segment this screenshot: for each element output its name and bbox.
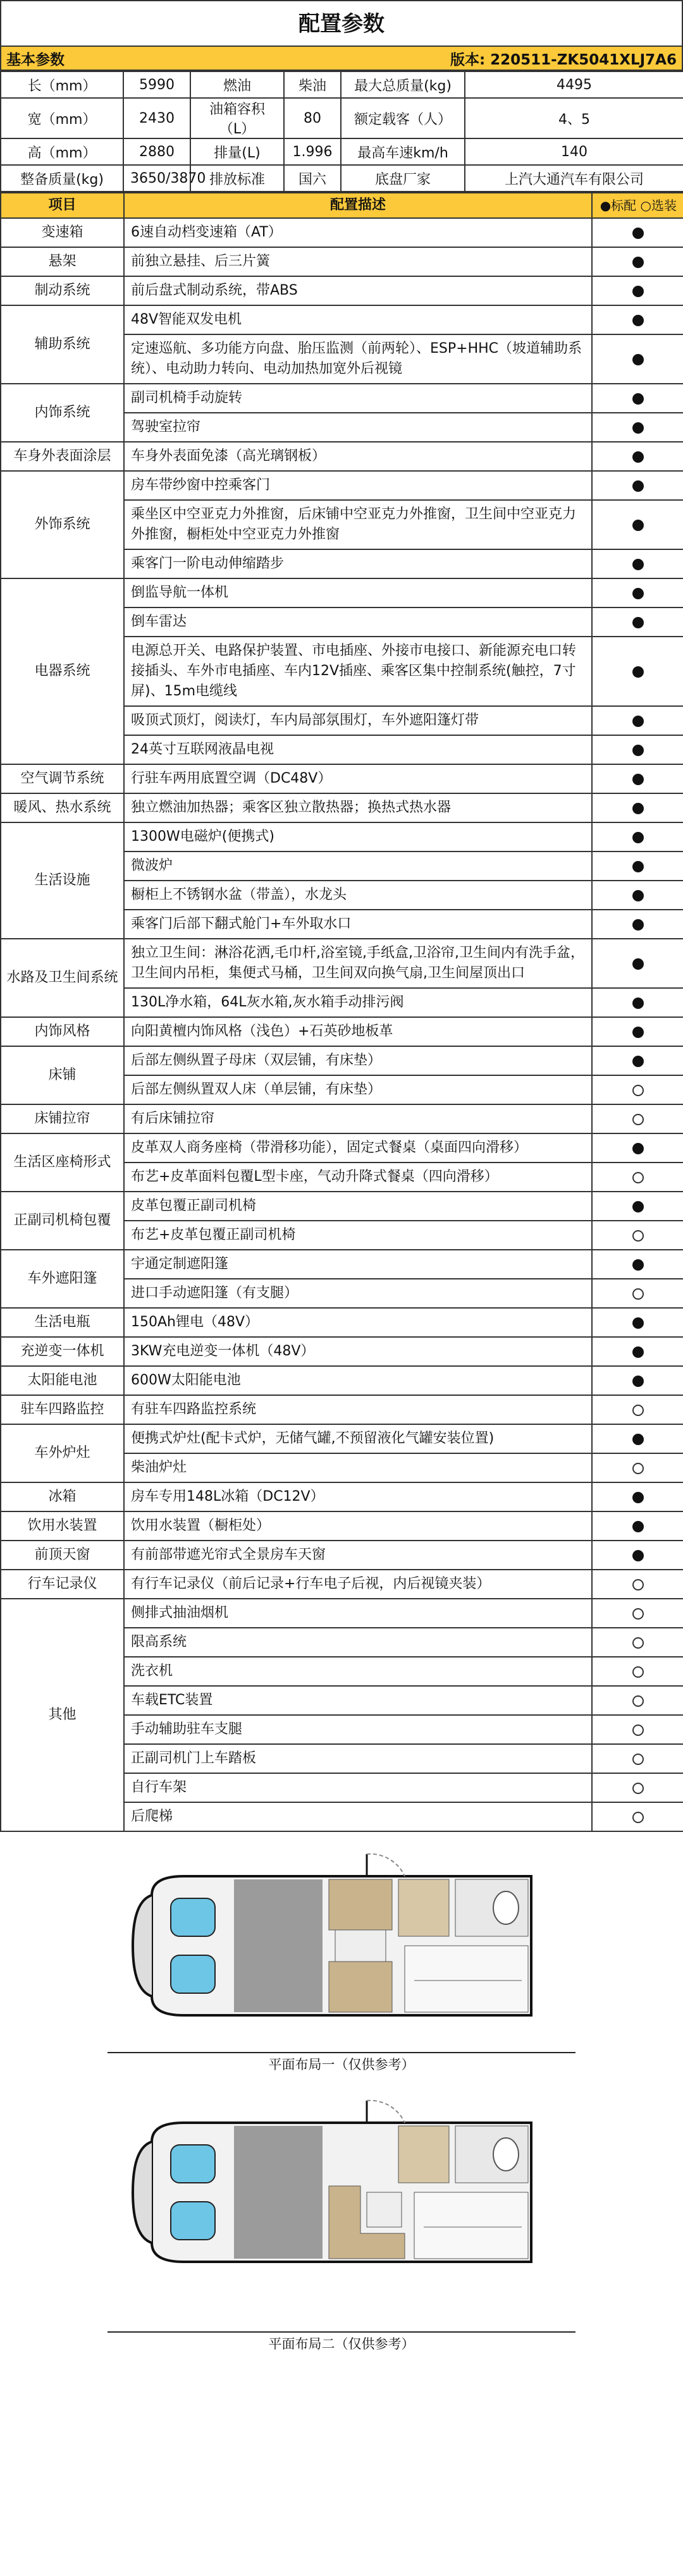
basic-row bbox=[1, 138, 683, 165]
plan-1-divider bbox=[108, 2052, 575, 2053]
basic-row bbox=[1, 165, 683, 192]
config-description: 有驻车四路监控系统 bbox=[124, 1395, 592, 1424]
config-row bbox=[1, 442, 683, 471]
config-mark-cell bbox=[592, 793, 683, 822]
config-row bbox=[1, 1308, 683, 1337]
config-description: 吸顶式顶灯，阅读灯，车内局部氛围灯，车外遮阳篷灯带 bbox=[124, 706, 592, 735]
config-description: 柴油炉灶 bbox=[124, 1453, 592, 1482]
config-category: 内饰风格 bbox=[1, 1017, 124, 1046]
basic-label-cell: 高（mm） bbox=[1, 138, 123, 165]
config-category: 车外遮阳篷 bbox=[1, 1250, 124, 1308]
config-mark-cell bbox=[592, 1395, 683, 1424]
legend-optional: ○选装 bbox=[640, 198, 677, 213]
config-row bbox=[1, 1511, 683, 1541]
config-mark-cell bbox=[592, 1657, 683, 1686]
config-category: 生活区座椅形式 bbox=[1, 1133, 124, 1192]
config-header-row bbox=[1, 193, 683, 218]
config-description: 3KW充电逆变一体机（48V） bbox=[124, 1337, 592, 1366]
standard-dot-icon bbox=[632, 315, 644, 326]
config-mark-cell bbox=[592, 1366, 683, 1395]
config-row bbox=[1, 822, 683, 852]
config-description: 乘坐区中空亚克力外推窗，后床铺中空亚克力外推窗，卫生间中空亚克力外推窗，橱柜处中空亚克力外推窗 bbox=[124, 500, 592, 549]
config-mark-cell bbox=[592, 1686, 683, 1715]
config-description: 限高系统 bbox=[124, 1628, 592, 1657]
config-row bbox=[1, 793, 683, 822]
basic-label-cell: 宽（mm） bbox=[1, 98, 123, 138]
config-row bbox=[1, 1424, 683, 1453]
config-description: 倒监导航一体机 bbox=[124, 578, 592, 607]
config-mark-cell bbox=[592, 305, 683, 334]
standard-dot-icon bbox=[632, 286, 644, 297]
config-description: 皮革包覆正副司机椅 bbox=[124, 1192, 592, 1221]
basic-value-cell: 4495 bbox=[465, 71, 683, 98]
legend-standard: ●标配 bbox=[600, 198, 637, 213]
standard-dot-icon bbox=[632, 588, 644, 599]
standard-dot-icon bbox=[632, 257, 644, 268]
standard-dot-icon bbox=[632, 998, 644, 1009]
config-mark-cell bbox=[592, 334, 683, 384]
config-description: 微波炉 bbox=[124, 852, 592, 881]
config-description: 车身外表面免漆（高光璃钢板） bbox=[124, 442, 592, 471]
config-mark-cell bbox=[592, 852, 683, 881]
config-category: 冰箱 bbox=[1, 1482, 124, 1511]
standard-dot-icon bbox=[632, 422, 644, 434]
config-mark-cell bbox=[592, 1046, 683, 1075]
optional-circle-icon bbox=[632, 1085, 644, 1096]
plan-2-caption: 平面布局二（仅供参考） bbox=[268, 2336, 415, 2352]
config-category: 暖风、热水系统 bbox=[1, 793, 124, 822]
config-description: 正副司机门上车踏板 bbox=[124, 1744, 592, 1773]
standard-dot-icon bbox=[632, 1317, 644, 1329]
config-mark-cell bbox=[592, 988, 683, 1017]
config-description: 150Ah锂电（48V） bbox=[124, 1308, 592, 1337]
standard-dot-icon bbox=[632, 1492, 644, 1503]
standard-dot-icon bbox=[632, 1027, 644, 1038]
optional-circle-icon bbox=[632, 1579, 644, 1590]
config-description: 130L净水箱，64L灰水箱,灰水箱手动排污阀 bbox=[124, 988, 592, 1017]
config-mark-cell bbox=[592, 881, 683, 910]
standard-dot-icon bbox=[632, 666, 644, 678]
config-description: 手动辅助驻车支腿 bbox=[124, 1715, 592, 1744]
config-category: 水路及卫生间系统 bbox=[1, 939, 124, 1017]
standard-dot-icon bbox=[632, 774, 644, 785]
config-category: 内饰系统 bbox=[1, 384, 124, 442]
basic-label-cell: 整备质量(kg) bbox=[1, 165, 123, 192]
standard-dot-icon bbox=[632, 890, 644, 901]
floor-plans bbox=[0, 1832, 683, 2365]
config-mark-cell bbox=[592, 1075, 683, 1104]
optional-circle-icon bbox=[632, 1608, 644, 1620]
optional-circle-icon bbox=[632, 1783, 644, 1794]
standard-dot-icon bbox=[632, 1259, 644, 1271]
config-row bbox=[1, 764, 683, 793]
config-description: 饮用水装置（橱柜处） bbox=[124, 1511, 592, 1541]
config-description: 6速自动档变速箱（AT） bbox=[124, 218, 592, 247]
standard-dot-icon bbox=[632, 745, 644, 756]
standard-dot-icon bbox=[632, 1143, 644, 1154]
config-description: 1300W电磁炉(便携式) bbox=[124, 822, 592, 852]
config-mark-cell bbox=[592, 822, 683, 852]
config-mark-cell bbox=[592, 910, 683, 939]
header-desc: 配置描述 bbox=[124, 193, 592, 218]
config-description: 后爬梯 bbox=[124, 1802, 592, 1831]
config-row bbox=[1, 1395, 683, 1424]
config-description: 驾驶室拉帘 bbox=[124, 413, 592, 442]
config-description: 有前部带遮光帘式全景房车天窗 bbox=[124, 1541, 592, 1570]
config-mark-cell bbox=[592, 1570, 683, 1599]
config-mark-cell bbox=[592, 276, 683, 305]
config-description: 布艺+皮革面料包覆L型卡座，气动升降式餐桌（四向滑移） bbox=[124, 1163, 592, 1192]
config-row bbox=[1, 1570, 683, 1599]
basic-value-cell: 5990 bbox=[123, 71, 190, 98]
config-description: 24英寸互联网液晶电视 bbox=[124, 735, 592, 764]
config-description: 向阳黄檀内饰风格（浅色）+石英砂地板革 bbox=[124, 1017, 592, 1046]
optional-circle-icon bbox=[632, 1114, 644, 1125]
config-category: 辅助系统 bbox=[1, 305, 124, 384]
config-category: 生活设施 bbox=[1, 822, 124, 939]
standard-dot-icon bbox=[632, 393, 644, 405]
config-description: 电源总开关、电路保护装置、市电插座、外接市电接口、新能源充电口转接插头、车外市电插座、车内12V插座、乘客区集中控制系统(触控，7寸屏)、15m电缆线 bbox=[124, 637, 592, 706]
config-description: 车载ETC装置 bbox=[124, 1686, 592, 1715]
config-description: 布艺+皮革包覆正副司机椅 bbox=[124, 1221, 592, 1250]
config-description: 副司机椅手动旋转 bbox=[124, 384, 592, 413]
config-mark-cell bbox=[592, 735, 683, 764]
optional-circle-icon bbox=[632, 1812, 644, 1823]
config-description: 后部左侧纵置子母床（双层铺，有床垫） bbox=[124, 1046, 592, 1075]
config-mark-cell bbox=[592, 1541, 683, 1570]
config-description: 倒车雷达 bbox=[124, 607, 592, 637]
basic-label-cell: 排放标准 bbox=[190, 165, 284, 192]
standard-dot-icon bbox=[632, 1346, 644, 1358]
config-category: 空气调节系统 bbox=[1, 764, 124, 793]
basic-value-cell: 2430 bbox=[123, 98, 190, 138]
config-mark-cell bbox=[592, 578, 683, 607]
basic-row bbox=[1, 71, 683, 98]
plan-2-divider bbox=[108, 2331, 575, 2333]
config-description: 自行车架 bbox=[124, 1773, 592, 1802]
config-mark-cell bbox=[592, 1133, 683, 1163]
config-category: 车外炉灶 bbox=[1, 1424, 124, 1482]
basic-value-cell: 国六 bbox=[284, 165, 341, 192]
standard-dot-icon bbox=[632, 803, 644, 814]
config-category: 太阳能电池 bbox=[1, 1366, 124, 1395]
config-row bbox=[1, 218, 683, 247]
config-row bbox=[1, 1192, 683, 1221]
config-mark-cell bbox=[592, 1482, 683, 1511]
config-row bbox=[1, 1046, 683, 1075]
page-title: 配置参数 bbox=[0, 0, 683, 46]
config-category: 行车记录仪 bbox=[1, 1570, 124, 1599]
config-row bbox=[1, 578, 683, 607]
config-mark-cell bbox=[592, 1104, 683, 1133]
standard-dot-icon bbox=[632, 919, 644, 931]
config-mark-cell bbox=[592, 607, 683, 637]
config-mark-cell bbox=[592, 706, 683, 735]
config-mark-cell bbox=[592, 442, 683, 471]
config-description: 后部左侧纵置双人床（单层铺，有床垫） bbox=[124, 1075, 592, 1104]
standard-dot-icon bbox=[632, 1550, 644, 1561]
config-description: 橱柜上不锈钢水盆（带盖），水龙头 bbox=[124, 881, 592, 910]
basic-value-cell: 3650/3870 bbox=[123, 165, 190, 192]
optional-circle-icon bbox=[632, 1666, 644, 1678]
config-category: 前顶天窗 bbox=[1, 1541, 124, 1570]
config-description: 进口手动遮阳篷（有支腿） bbox=[124, 1279, 592, 1308]
config-description: 乘客门一阶电动伸缩踏步 bbox=[124, 549, 592, 578]
optional-circle-icon bbox=[632, 1172, 644, 1183]
config-description: 有行车记录仪（前后记录+行车电子后视，内后视镜夹装） bbox=[124, 1570, 592, 1599]
config-category: 悬架 bbox=[1, 247, 124, 276]
standard-dot-icon bbox=[632, 1056, 644, 1067]
basic-label-cell: 最大总质量(kg) bbox=[341, 71, 465, 98]
config-row bbox=[1, 1599, 683, 1628]
config-mark-cell bbox=[592, 413, 683, 442]
config-row bbox=[1, 384, 683, 413]
config-mark-cell bbox=[592, 1628, 683, 1657]
basic-row bbox=[1, 98, 683, 138]
config-category: 电器系统 bbox=[1, 578, 124, 764]
standard-dot-icon bbox=[632, 958, 644, 970]
config-mark-cell bbox=[592, 1017, 683, 1046]
config-row bbox=[1, 1366, 683, 1395]
config-description: 行驻车两用底置空调（DC48V） bbox=[124, 764, 592, 793]
config-mark-cell bbox=[592, 1192, 683, 1221]
config-mark-cell bbox=[592, 1308, 683, 1337]
config-row bbox=[1, 1541, 683, 1570]
config-category: 正副司机椅包覆 bbox=[1, 1192, 124, 1250]
basic-label-cell: 油箱容积（L） bbox=[190, 98, 284, 138]
config-description: 便携式炉灶(配卡式炉，无储气罐,不预留液化气罐安装位置) bbox=[124, 1424, 592, 1453]
basic-label-cell: 燃油 bbox=[190, 71, 284, 98]
basic-label-cell: 长（mm） bbox=[1, 71, 123, 98]
standard-dot-icon bbox=[632, 1434, 644, 1445]
basic-params-table bbox=[0, 71, 683, 192]
config-mark-cell bbox=[592, 1802, 683, 1831]
config-row bbox=[1, 276, 683, 305]
config-category: 床铺拉帘 bbox=[1, 1104, 124, 1133]
config-description: 48V智能双发电机 bbox=[124, 305, 592, 334]
config-description: 宇通定制遮阳篷 bbox=[124, 1250, 592, 1279]
config-mark-cell bbox=[592, 1250, 683, 1279]
config-mark-cell bbox=[592, 500, 683, 549]
config-description: 房车带纱窗中控乘客门 bbox=[124, 471, 592, 500]
config-mark-cell bbox=[592, 1424, 683, 1453]
config-description: 独立卫生间：淋浴花洒,毛巾杆,浴室镜,手纸盒,卫浴帘,卫生间内有洗手盆，卫生间内吊柜，集便式马桶，卫生间双向换气扇,卫生间屋顶出口 bbox=[124, 939, 592, 988]
config-mark-cell bbox=[592, 1279, 683, 1308]
version-label: 版本: 220511-ZK5041XLJ7A6 bbox=[450, 51, 677, 68]
standard-dot-icon bbox=[632, 716, 644, 727]
config-row bbox=[1, 1482, 683, 1511]
basic-value-cell: 140 bbox=[465, 138, 683, 165]
config-category: 外饰系统 bbox=[1, 471, 124, 578]
config-category: 生活电瓶 bbox=[1, 1308, 124, 1337]
config-description: 乘客门后部下翻式舱门+车外取水口 bbox=[124, 910, 592, 939]
config-category: 床铺 bbox=[1, 1046, 124, 1104]
config-description: 侧排式抽油烟机 bbox=[124, 1599, 592, 1628]
config-table bbox=[0, 192, 683, 1832]
standard-dot-icon bbox=[632, 1521, 644, 1532]
standard-dot-icon bbox=[632, 451, 644, 463]
config-category: 其他 bbox=[1, 1599, 124, 1831]
standard-dot-icon bbox=[632, 520, 644, 531]
standard-dot-icon bbox=[632, 480, 644, 492]
config-category: 饮用水装置 bbox=[1, 1511, 124, 1541]
optional-circle-icon bbox=[632, 1695, 644, 1707]
optional-circle-icon bbox=[632, 1405, 644, 1416]
standard-dot-icon bbox=[632, 1376, 644, 1387]
optional-circle-icon bbox=[632, 1724, 644, 1736]
config-description: 独立燃油加热器；乘客区独立散热器；换热式热水器 bbox=[124, 793, 592, 822]
config-mark-cell bbox=[592, 1715, 683, 1744]
basic-params-label: 基本参数 bbox=[6, 51, 65, 68]
config-description: 有后床铺拉帘 bbox=[124, 1104, 592, 1133]
optional-circle-icon bbox=[632, 1463, 644, 1474]
config-mark-cell bbox=[592, 1453, 683, 1482]
config-mark-cell bbox=[592, 1337, 683, 1366]
standard-dot-icon bbox=[632, 354, 644, 365]
config-mark-cell bbox=[592, 549, 683, 578]
config-mark-cell bbox=[592, 471, 683, 500]
config-description: 前独立悬挂、后三片簧 bbox=[124, 247, 592, 276]
basic-label-cell: 额定载客（人） bbox=[341, 98, 465, 138]
basic-value-cell: 上汽大通汽车有限公司 bbox=[465, 165, 683, 192]
standard-dot-icon bbox=[632, 1201, 644, 1212]
config-row bbox=[1, 1104, 683, 1133]
basic-value-cell: 2880 bbox=[123, 138, 190, 165]
config-category: 变速箱 bbox=[1, 218, 124, 247]
floor-plan-1-image bbox=[126, 1851, 544, 2041]
config-category: 驻车四路监控 bbox=[1, 1395, 124, 1424]
config-mark-cell bbox=[592, 1773, 683, 1802]
optional-circle-icon bbox=[632, 1230, 644, 1242]
standard-dot-icon bbox=[632, 832, 644, 843]
config-mark-cell bbox=[592, 637, 683, 706]
config-row bbox=[1, 247, 683, 276]
config-row bbox=[1, 939, 683, 988]
standard-dot-icon bbox=[632, 559, 644, 570]
basic-params-bar bbox=[0, 46, 683, 71]
config-description: 600W太阳能电池 bbox=[124, 1366, 592, 1395]
basic-value-cell: 柴油 bbox=[284, 71, 341, 98]
config-row bbox=[1, 305, 683, 334]
config-category: 充逆变一体机 bbox=[1, 1337, 124, 1366]
config-row bbox=[1, 1337, 683, 1366]
config-row bbox=[1, 1017, 683, 1046]
header-item: 项目 bbox=[1, 193, 124, 218]
config-description: 前后盘式制动系统，带ABS bbox=[124, 276, 592, 305]
standard-dot-icon bbox=[632, 617, 644, 628]
floor-plan-2-image bbox=[126, 2097, 544, 2287]
basic-value-cell: 80 bbox=[284, 98, 341, 138]
config-mark-cell bbox=[592, 1221, 683, 1250]
basic-label-cell: 最高车速km/h bbox=[341, 138, 465, 165]
basic-label-cell: 底盘厂家 bbox=[341, 165, 465, 192]
standard-dot-icon bbox=[632, 228, 644, 239]
config-mark-cell bbox=[592, 384, 683, 413]
standard-dot-icon bbox=[632, 861, 644, 872]
basic-value-cell: 1.996 bbox=[284, 138, 341, 165]
plan-1-caption: 平面布局一（仅供参考） bbox=[268, 2057, 415, 2072]
config-description: 洗衣机 bbox=[124, 1657, 592, 1686]
basic-value-cell: 4、5 bbox=[465, 98, 683, 138]
config-mark-cell bbox=[592, 1599, 683, 1628]
config-category: 制动系统 bbox=[1, 276, 124, 305]
optional-circle-icon bbox=[632, 1637, 644, 1649]
config-row bbox=[1, 471, 683, 500]
basic-label-cell: 排量(L) bbox=[190, 138, 284, 165]
config-row bbox=[1, 1250, 683, 1279]
header-legend bbox=[592, 193, 683, 218]
config-mark-cell bbox=[592, 218, 683, 247]
config-mark-cell bbox=[592, 764, 683, 793]
optional-circle-icon bbox=[632, 1288, 644, 1300]
config-description: 皮革双人商务座椅（带滑移功能），固定式餐桌（桌面四向滑移） bbox=[124, 1133, 592, 1163]
config-description: 房车专用148L冰箱（DC12V） bbox=[124, 1482, 592, 1511]
config-description: 定速巡航、多功能方向盘、胎压监测（前两轮）、ESP+HHC（坡道辅助系统）、电动助力转向、电动加热加宽外后视镜 bbox=[124, 334, 592, 384]
config-mark-cell bbox=[592, 939, 683, 988]
optional-circle-icon bbox=[632, 1754, 644, 1765]
config-mark-cell bbox=[592, 247, 683, 276]
config-category: 车身外表面涂层 bbox=[1, 442, 124, 471]
config-mark-cell bbox=[592, 1511, 683, 1541]
config-row bbox=[1, 1133, 683, 1163]
config-mark-cell bbox=[592, 1744, 683, 1773]
config-mark-cell bbox=[592, 1163, 683, 1192]
